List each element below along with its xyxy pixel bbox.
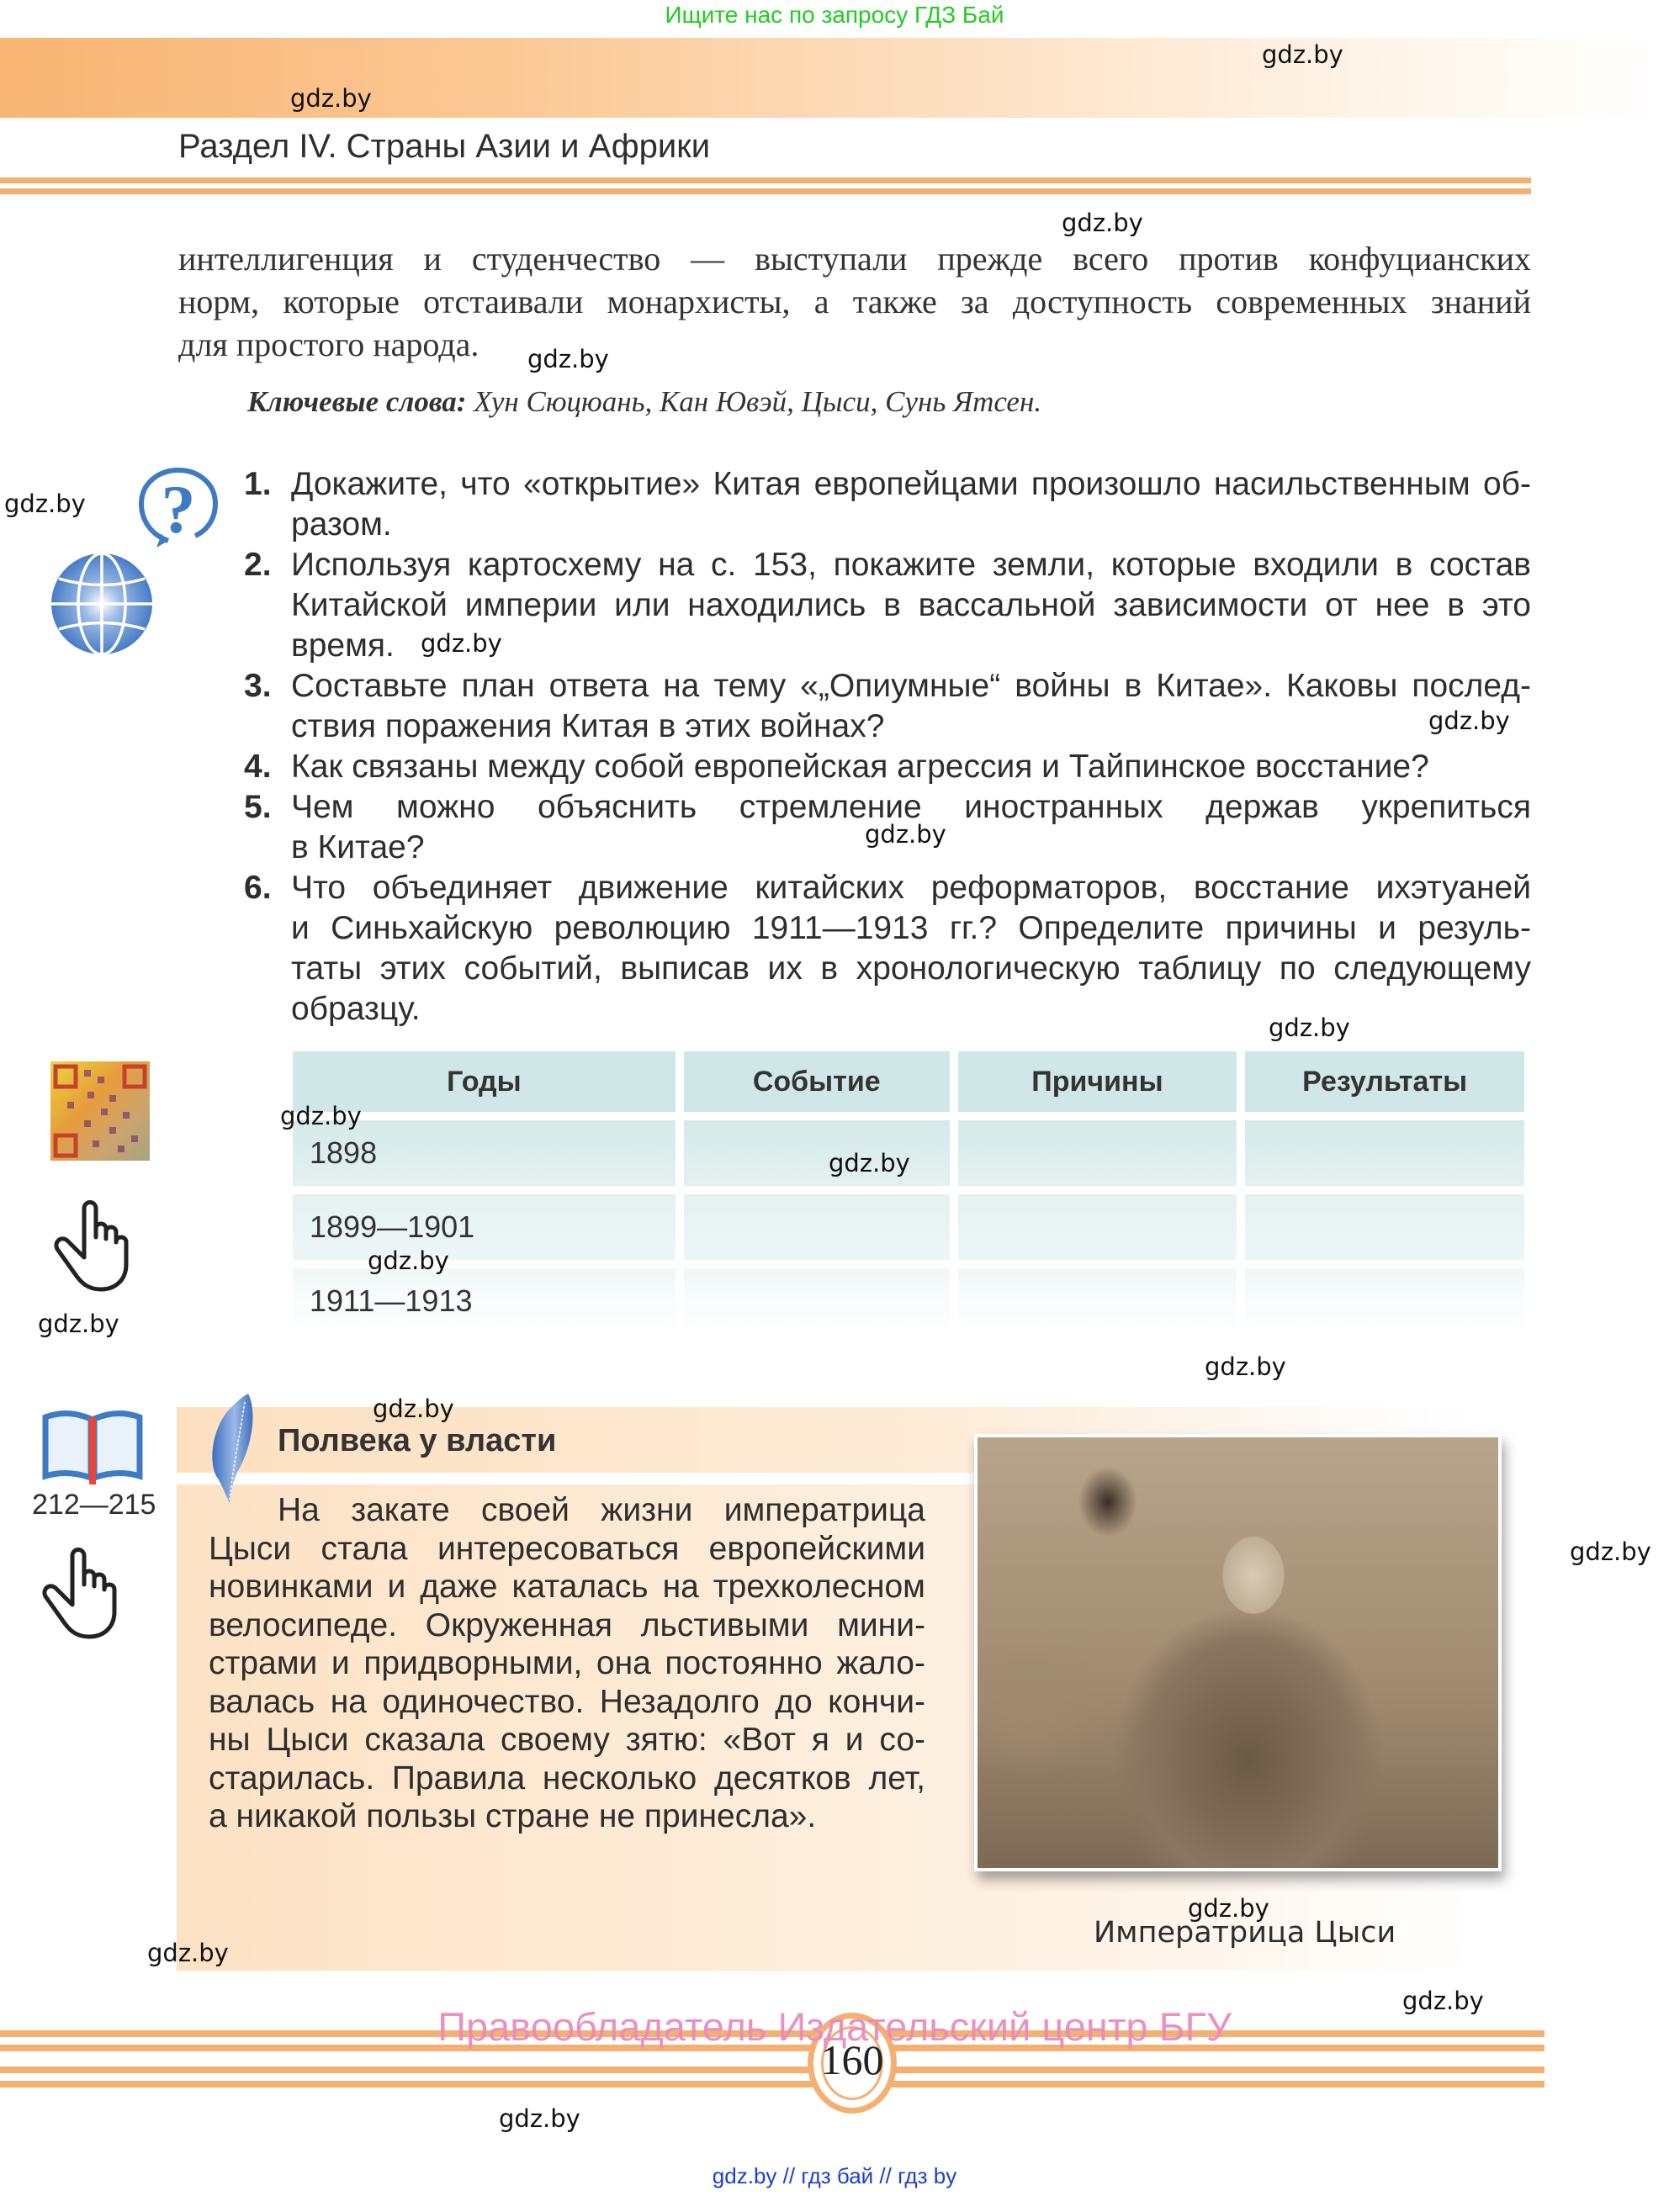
table-cell [684, 1268, 950, 1334]
book-icon[interactable] [42, 1409, 143, 1486]
watermark: gdz.by [4, 489, 86, 518]
table-cell [1245, 1268, 1524, 1334]
watermark: gdz.by [1269, 1013, 1350, 1042]
table-cell [958, 1268, 1237, 1334]
watermark: gdz.by [865, 820, 946, 849]
question-line: образцу. [291, 991, 421, 1027]
table-cell [1245, 1194, 1524, 1260]
watermark: gdz.by [1062, 209, 1143, 237]
keywords-label: Ключевые слова: [247, 385, 467, 418]
footer-rule-3 [0, 2066, 1544, 2073]
question-item [244, 868, 1531, 1029]
question-line: Составьте план ответа на тему «„Опиумные“ войны в Китае». Каковы послед- [291, 668, 1531, 704]
watermark: gdz.by [1570, 1537, 1651, 1566]
body-line: норм, которые отстаивали монархисты, а также за доступность современных знаний [178, 283, 1531, 320]
bottom-site-links[interactable]: gdz.by // гдз бай // гдз by [712, 2163, 957, 2188]
table-header-row [293, 1051, 1524, 1112]
question-item [244, 747, 1531, 787]
info-box-line: старилась. Правила несколько десятков лет, [209, 1760, 925, 1797]
table-row [293, 1268, 1524, 1334]
pointing-hand-icon [52, 1199, 141, 1293]
question-number: 3. [244, 668, 272, 704]
header-band [0, 38, 1661, 118]
body-line: для простого народа. [178, 325, 480, 363]
info-box-line: а никакой пользы стране не принесла». [209, 1798, 817, 1834]
qr-code[interactable] [50, 1061, 150, 1161]
watermark: gdz.by [290, 84, 372, 113]
question-line: и Синьхайскую революцию 1911—1913 гг.? Определите причины и резуль- [291, 910, 1531, 946]
question-line: разом. [291, 506, 392, 542]
empress-cixi-photo [974, 1434, 1502, 1871]
page-number: 160 [820, 2036, 884, 2083]
question-line: таты этих событий, выписав их в хронологическую таблицу по следующему [291, 950, 1531, 987]
question-number: 6. [244, 870, 272, 906]
copyright-notice: Правообладатель Издательский центр БГУ [437, 2004, 1232, 2049]
feather-icon [206, 1392, 257, 1506]
watermark: gdz.by [368, 1246, 449, 1275]
watermark: gdz.by [1428, 706, 1510, 735]
pointing-hand-icon [40, 1546, 130, 1640]
chronology-table [293, 1051, 1524, 1342]
question-number: 1. [244, 466, 272, 502]
keywords-value: Хун Сюцюань, Кан Ювэй, Цыси, Сунь Ятсен. [466, 385, 1042, 418]
watermark: gdz.by [280, 1102, 362, 1130]
photo-image [978, 1437, 1498, 1868]
svg-text:?: ? [161, 471, 196, 548]
table-header-cell: Причины [958, 1051, 1237, 1112]
table-cell [684, 1194, 950, 1260]
table-cell [958, 1120, 1237, 1186]
table-cell: 1911—1913 [293, 1268, 676, 1334]
info-box-line: ны Цыси сказала своему зятю: «Вот я и со- [209, 1722, 925, 1758]
question-line: Что объединяет движение китайских реформаторов, восстание ихэтуаней [291, 870, 1531, 906]
table-header-cell: Годы [293, 1051, 676, 1112]
watermark: gdz.by [373, 1394, 454, 1423]
watermark: gdz.by [1402, 1987, 1484, 2015]
table-header-cell: Событие [684, 1051, 950, 1112]
info-box-title: Полвека у власти [278, 1423, 557, 1458]
watermark: gdz.by [38, 1310, 119, 1338]
question-item [244, 464, 1531, 545]
question-line: Китайской империи или находились в вассальной зависимости от нее в это [291, 587, 1531, 623]
globe-icon [49, 551, 155, 657]
watermark: gdz.by [1205, 1352, 1286, 1381]
question-item [244, 666, 1531, 747]
question-line: в Китае? [291, 829, 425, 865]
table-cell [1245, 1120, 1524, 1186]
question-number: 5. [244, 789, 272, 825]
table-row [293, 1194, 1524, 1260]
watermark: gdz.by [499, 2104, 580, 2133]
question-number: 2. [244, 547, 272, 583]
table-cell: 1898 [293, 1120, 676, 1186]
keywords [247, 385, 1041, 419]
table-header-cell: Результаты [1245, 1051, 1524, 1112]
header-rule-top [0, 177, 1531, 183]
question-number: 4. [244, 749, 272, 785]
question-line: Как связаны между собой европейская агрессия и Тайпинское восстание? [291, 749, 1429, 785]
table-cell: 1899—1901 [293, 1194, 676, 1260]
info-box-line: страми и придворными, она постоянно жало- [209, 1645, 925, 1681]
question-line: Используя картосхему на с. 153, покажите земли, которые входили в состав [291, 547, 1531, 583]
watermark: gdz.by [1188, 1894, 1269, 1923]
footer-rule-4 [0, 2081, 1544, 2088]
watermark: gdz.by [527, 345, 609, 373]
body-line: интеллигенция и студенчество — выступали прежде всего против конфуцианских [178, 240, 1531, 278]
watermark: gdz.by [1262, 40, 1343, 69]
info-box-text [209, 1491, 925, 1836]
table-cell [958, 1194, 1237, 1260]
book-pages-ref[interactable]: 212—215 [32, 1489, 156, 1521]
watermark: gdz.by [829, 1149, 910, 1177]
question-line: время. [291, 627, 395, 664]
section-title: Раздел IV. Страны Азии и Африки [178, 128, 711, 165]
question-icon [135, 467, 222, 551]
question-line: Чем можно объяснить стремление иностранных держав укрепиться [291, 789, 1531, 825]
header-rule-bottom [0, 188, 1531, 194]
questions-list [244, 464, 1531, 1029]
info-box-line: валась на одиночество. Незадолго до кончи- [209, 1683, 925, 1720]
watermark: gdz.by [421, 629, 502, 658]
question-line: Докажите, что «открытие» Китая европейцами произошло насильственным об- [291, 466, 1531, 502]
info-box-line: Цыси стала интересоваться европейскими [209, 1530, 925, 1567]
question-line: ствия поражения Китая в этих войнах? [291, 708, 885, 744]
search-hint-banner: Ищите нас по запросу ГДЗ Бай [665, 2, 1004, 28]
info-box-line: велосипеде. Окруженная льстивыми мини- [209, 1606, 925, 1643]
watermark: gdz.by [147, 1939, 229, 1967]
photo-caption: Императрица Цыси [1094, 1916, 1396, 1950]
info-box-line: На закате своей жизни императрица [278, 1492, 925, 1528]
info-box-line: новинками и даже каталась на трехколесном [209, 1569, 925, 1605]
body-paragraph [178, 237, 1531, 366]
